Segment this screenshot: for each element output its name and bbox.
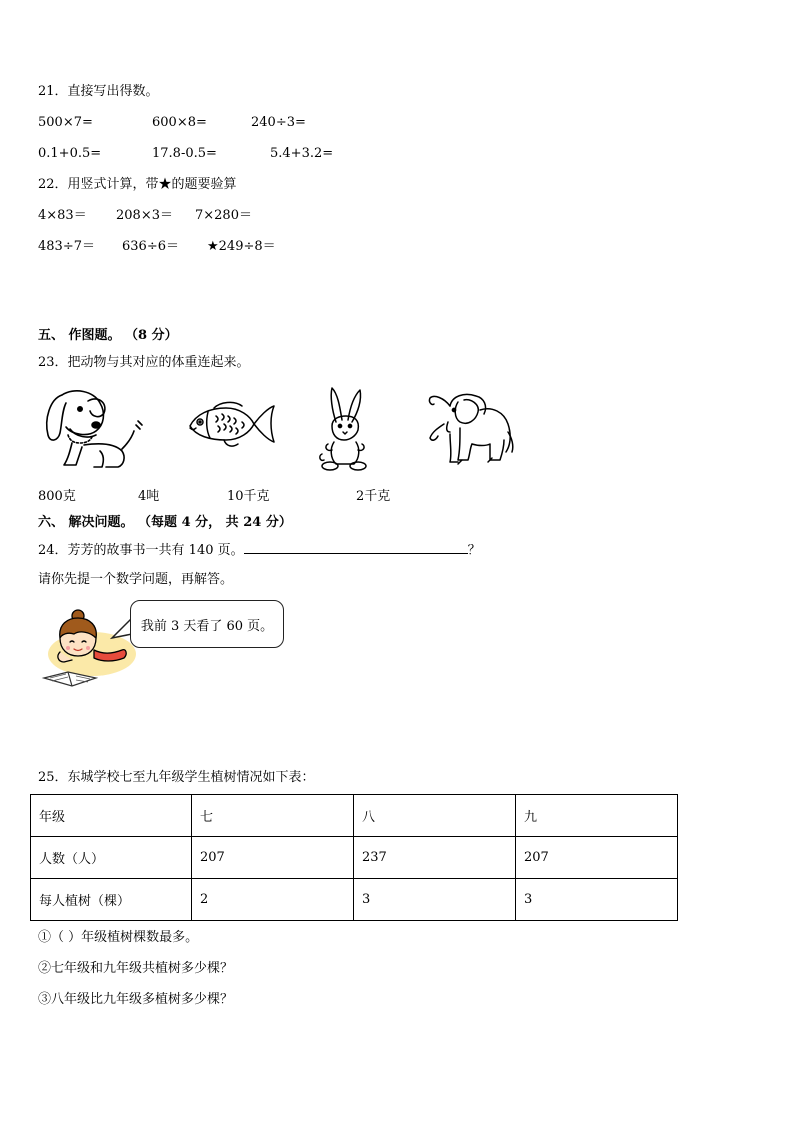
q24-prompt: 请你先提一个数学问题，再解答。 — [38, 572, 234, 587]
table-cell: 年级 — [31, 795, 192, 837]
table-row — [31, 837, 678, 879]
rabbit-illustration — [318, 386, 372, 472]
dog-illustration — [40, 385, 146, 473]
q25-sub-question: ①（ ）年级植树棵数最多。 — [38, 930, 199, 945]
table-cell: 237 — [354, 837, 516, 879]
elephant-illustration — [424, 388, 516, 468]
q21-item: 5.4+3.2= — [270, 146, 334, 161]
answer-blank[interactable] — [244, 541, 468, 554]
q22-item: 483÷7＝ — [38, 239, 95, 254]
table-cell: 207 — [192, 837, 354, 879]
fish-illustration — [184, 400, 278, 450]
q21-item: 500×7= — [38, 115, 93, 130]
weight-label: 2千克 — [356, 489, 391, 504]
q24-line — [38, 541, 481, 559]
q21-item: 600×8= — [152, 115, 207, 130]
table-cell: 3 — [516, 879, 678, 921]
speech-bubble-text: 我前 3 天看了 60 页。 — [140, 618, 274, 634]
table-row — [31, 795, 678, 837]
q23-title: 23．把动物与其对应的体重连起来。 — [38, 355, 250, 370]
speech-bubble — [130, 600, 284, 648]
q22-item: 7×280＝ — [195, 208, 252, 223]
table-cell: 207 — [516, 837, 678, 879]
q25-sub-question: ②七年级和九年级共植树多少棵？ — [38, 961, 234, 976]
tree-planting-table — [30, 794, 678, 921]
q21-item: 17.8-0.5= — [152, 146, 217, 161]
q21-title: 21．直接写出得数。 — [38, 84, 159, 99]
table-cell: 每人植树（棵） — [31, 879, 192, 921]
table-cell: 2 — [192, 879, 354, 921]
q22-title: 22．用竖式计算，带★的题要验算 — [38, 177, 237, 192]
q24-title: 24．芳芳的故事书一共有 140 页。 — [38, 543, 244, 558]
table-cell: 七 — [192, 795, 354, 837]
q25-title: 25．东城学校七至九年级学生植树情况如下表： — [38, 770, 315, 785]
q24-question-mark: ？ — [467, 543, 481, 558]
section5-heading: 五、 作图题。 （8 分） — [38, 328, 178, 343]
table-cell: 九 — [516, 795, 678, 837]
table-cell: 3 — [354, 879, 516, 921]
weight-label: 4吨 — [138, 489, 160, 504]
q22-item: 4×83＝ — [38, 208, 87, 223]
q22-item: 208×3＝ — [116, 208, 173, 223]
q25-sub-question: ③八年级比九年级多植树多少棵？ — [38, 992, 234, 1007]
q21-item: 0.1+0.5= — [38, 146, 102, 161]
q21-item: 240÷3= — [251, 115, 306, 130]
table-cell: 人数（人） — [31, 837, 192, 879]
q22-item: ★249÷8＝ — [207, 239, 276, 254]
q22-item: 636÷6＝ — [122, 239, 179, 254]
table-cell: 八 — [354, 795, 516, 837]
weight-label: 10千克 — [227, 489, 270, 504]
section6-heading: 六、 解决问题。 （每题 4 分， 共 24 分） — [38, 515, 292, 530]
weight-label: 800克 — [38, 489, 76, 504]
table-row — [31, 879, 678, 921]
